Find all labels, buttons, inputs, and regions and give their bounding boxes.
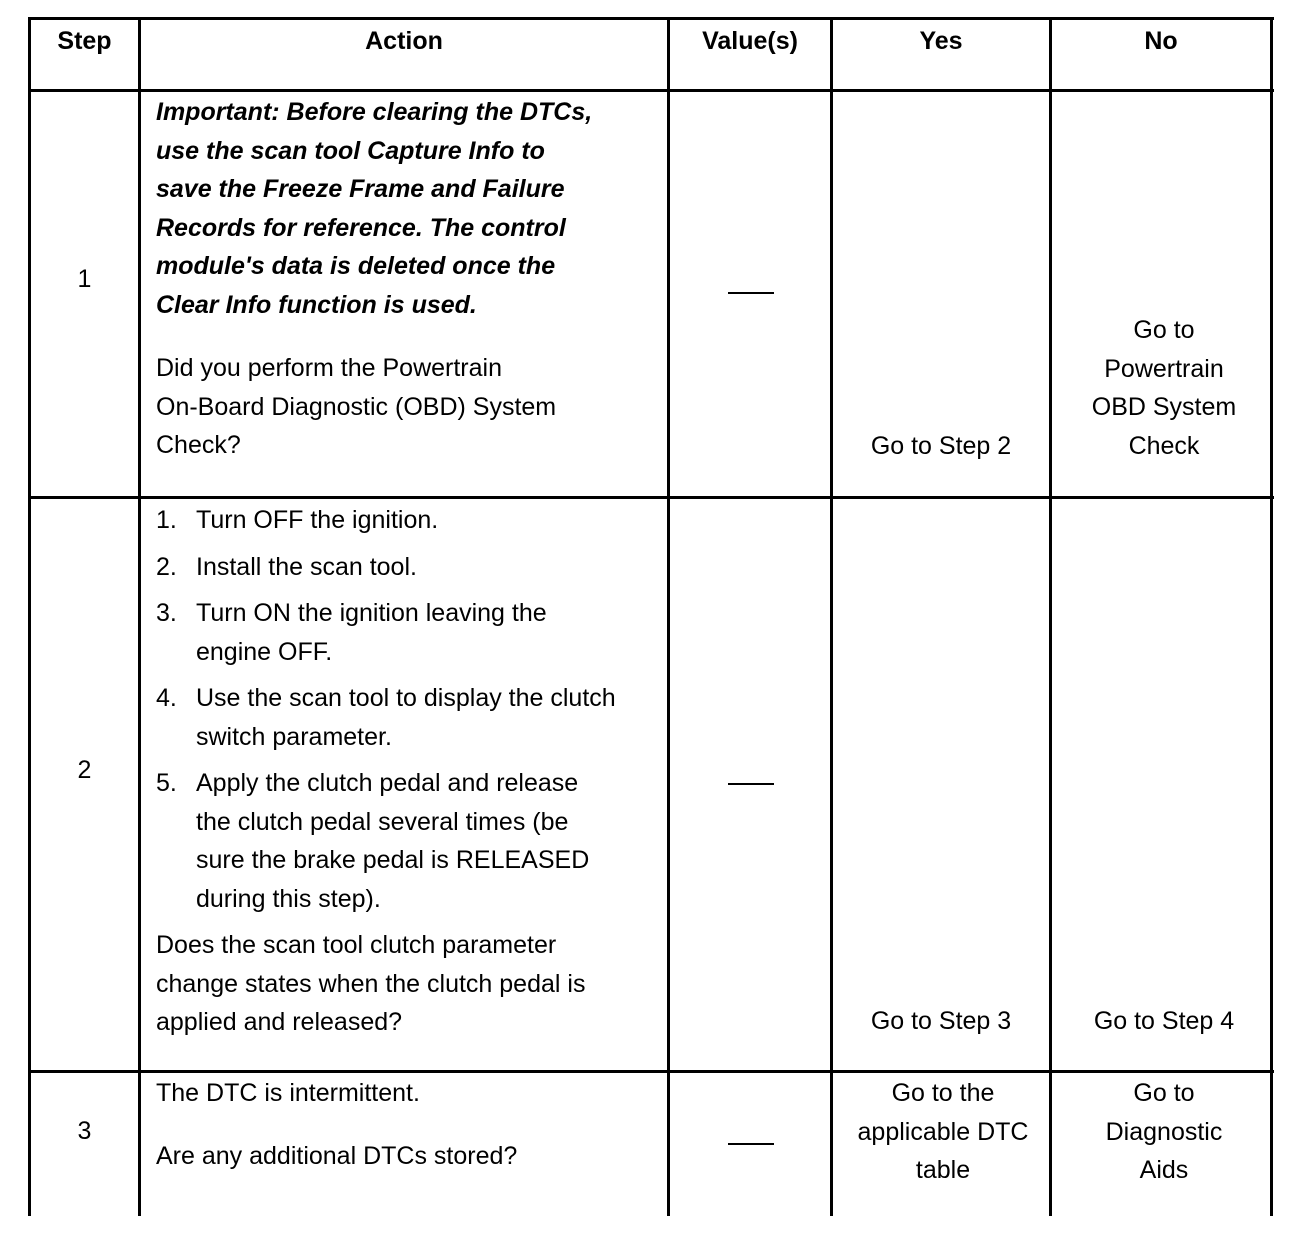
row3-no [1052, 1074, 1276, 1190]
row2-procedure-list [156, 501, 661, 918]
row3-action [156, 1074, 661, 1175]
procedure-step: 5. Apply the clutch pedal and release the clutch pedal several times (be sure the brake pedal is RELEASED during this step). [156, 769, 590, 913]
row1-yes: Go to Step 2 [870, 432, 1012, 460]
row1-no [1052, 311, 1276, 465]
row2-question [156, 926, 661, 1042]
important-line: save the Freeze Frame and Failure [156, 175, 565, 203]
header-divider [28, 89, 1274, 92]
row1-value-dash [728, 292, 774, 294]
header-step: Step [57, 27, 112, 55]
row1-action [156, 93, 661, 465]
table-border-top [28, 17, 1274, 20]
row2-action [156, 501, 661, 1042]
row1-important-note [156, 93, 661, 324]
procedure-step: 2. Install the scan tool. [156, 552, 417, 581]
question-line: Does the scan tool clutch parameter [156, 931, 557, 959]
no-line: Diagnostic [1105, 1117, 1223, 1146]
row3-yes [833, 1074, 1053, 1190]
no-line: Go to [1133, 316, 1195, 344]
column-line-action [667, 17, 670, 1216]
question-line: On-Board Diagnostic (OBD) System [156, 392, 557, 421]
no-line: Powertrain [1104, 354, 1224, 383]
question-line: change states when the clutch pedal is [156, 969, 586, 998]
header-values: Value(s) [702, 27, 798, 55]
procedure-step: 1. Turn OFF the ignition. [156, 506, 439, 534]
row2-step-number: 2 [77, 756, 92, 784]
question-line: Check? [156, 431, 241, 459]
important-line: Important: Before clearing the DTCs, [156, 98, 593, 126]
important-line: use the scan tool Capture Info to [156, 136, 545, 165]
yes-line: Go to the [891, 1079, 995, 1107]
row2-value-dash [728, 783, 774, 785]
important-line: Records for reference. The control [156, 213, 566, 242]
row1-question [156, 349, 661, 465]
row3-question: Are any additional DTCs stored? [156, 1141, 518, 1170]
no-line: Aids [1139, 1156, 1189, 1184]
header-yes: Yes [919, 27, 963, 55]
row3-value-dash [728, 1143, 774, 1145]
row-divider-2 [28, 1070, 1274, 1073]
header-no: No [1144, 27, 1178, 55]
column-line-step [138, 17, 141, 1216]
row2-yes: Go to Step 3 [870, 1007, 1012, 1035]
row1-step-number: 1 [77, 265, 92, 293]
row2-no: Go to Step 4 [1093, 1007, 1235, 1035]
no-line: Go to [1133, 1079, 1195, 1107]
column-line-left [28, 17, 31, 1216]
question-line: applied and released? [156, 1008, 403, 1036]
procedure-step: 3. Turn ON the ignition leaving the engine OFF. [156, 599, 547, 666]
important-line: module's data is deleted once the [156, 252, 556, 280]
row3-statement: The DTC is intermittent. [156, 1079, 420, 1107]
important-line: Clear Info function is used. [156, 290, 477, 319]
yes-line: table [915, 1156, 971, 1184]
yes-line: applicable DTC [857, 1117, 1029, 1146]
row3-step-number: 3 [77, 1117, 92, 1145]
question-line: Did you perform the Powertrain [156, 354, 502, 382]
procedure-step: 4. Use the scan tool to display the clutch switch parameter. [156, 684, 616, 751]
row-divider-1 [28, 496, 1274, 499]
header-action: Action [365, 27, 443, 55]
no-line: OBD System [1091, 393, 1237, 421]
no-line: Check [1128, 431, 1200, 460]
